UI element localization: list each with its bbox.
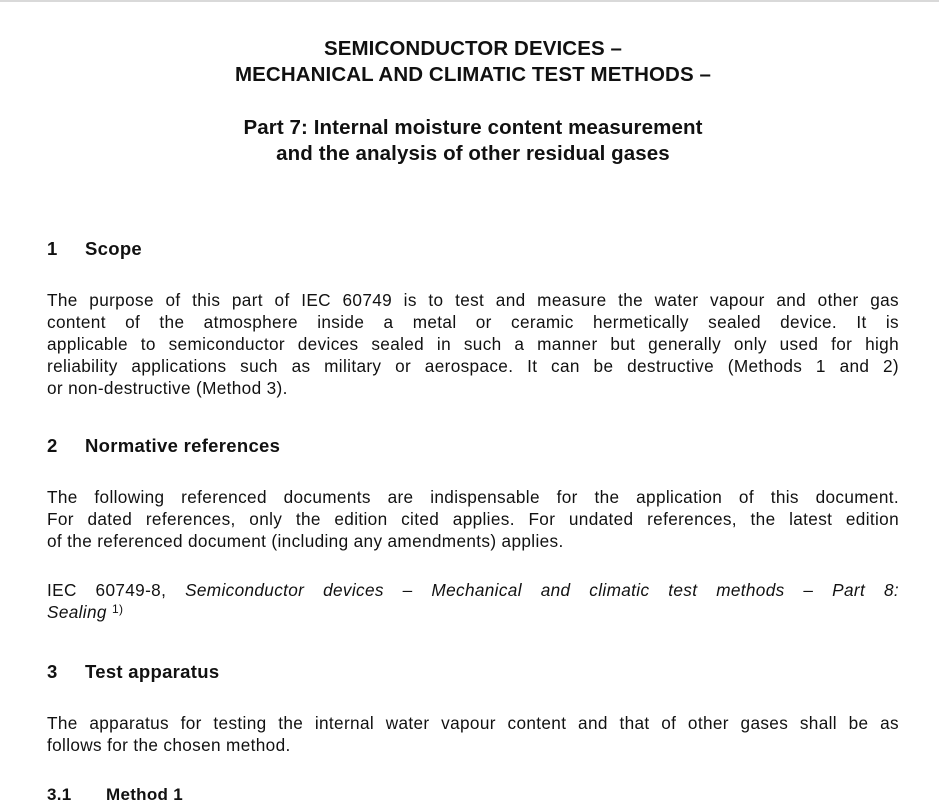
section-title: Test apparatus bbox=[85, 661, 220, 682]
section-2-heading bbox=[47, 435, 280, 457]
section-3-heading bbox=[47, 661, 219, 683]
normative-references-paragraph bbox=[47, 486, 899, 552]
section-1-heading bbox=[47, 238, 142, 260]
scope-paragraph bbox=[47, 289, 899, 399]
reference-title-cont: Sealing bbox=[47, 602, 107, 622]
reference-code: IEC 60749-8, bbox=[47, 580, 167, 600]
section-3-1-heading bbox=[47, 784, 183, 806]
text-line: or non-destructive (Method 3). bbox=[47, 378, 288, 398]
reference-entry bbox=[47, 579, 899, 623]
top-border-line bbox=[0, 0, 939, 2]
title-line-3: Part 7: Internal moisture content measurement bbox=[243, 116, 703, 139]
section-number: 1 bbox=[47, 238, 58, 259]
document-title bbox=[47, 36, 899, 167]
title-line-2: MECHANICAL AND CLIMATIC TEST METHODS – bbox=[234, 63, 712, 86]
section-number: 3.1 bbox=[47, 785, 72, 804]
reference-line-2 bbox=[47, 601, 899, 623]
text-line: The following referenced documents are indispensable for the application of this document. bbox=[47, 487, 899, 507]
text-line: of the referenced document (including any amendments) applies. bbox=[47, 531, 564, 551]
section-title: Method 1 bbox=[106, 785, 184, 804]
text-line: The purpose of this part of IEC 60749 is to test and measure the water vapour and other gas bbox=[47, 290, 899, 310]
reference-line-1 bbox=[47, 579, 899, 601]
text-line: applicable to semiconductor devices sealed in such a manner but generally only used for high bbox=[47, 334, 899, 354]
text-line: The apparatus for testing the internal water vapour content and that of other gases shall be as bbox=[47, 713, 899, 733]
section-title: Scope bbox=[85, 238, 143, 259]
title-line-4: and the analysis of other residual gases bbox=[276, 142, 670, 165]
text-line: reliability applications such as military or aerospace. It can be destructive (Methods 1 and 2) bbox=[47, 356, 899, 376]
text-line: content of the atmosphere inside a metal or ceramic hermetically sealed device. It is bbox=[47, 312, 899, 332]
test-apparatus-paragraph bbox=[47, 712, 899, 756]
footnote-marker: 1) bbox=[111, 602, 124, 616]
reference-title: Semiconductor devices – Mechanical and climatic test methods – Part 8: bbox=[185, 580, 899, 600]
section-title: Normative references bbox=[85, 435, 281, 456]
section-number: 2 bbox=[47, 435, 58, 456]
text-line: follows for the chosen method. bbox=[47, 735, 291, 755]
text-line: For dated references, only the edition cited applies. For undated references, the latest edition bbox=[47, 509, 899, 529]
section-number: 3 bbox=[47, 661, 58, 682]
title-line-1: SEMICONDUCTOR DEVICES – bbox=[323, 37, 623, 60]
